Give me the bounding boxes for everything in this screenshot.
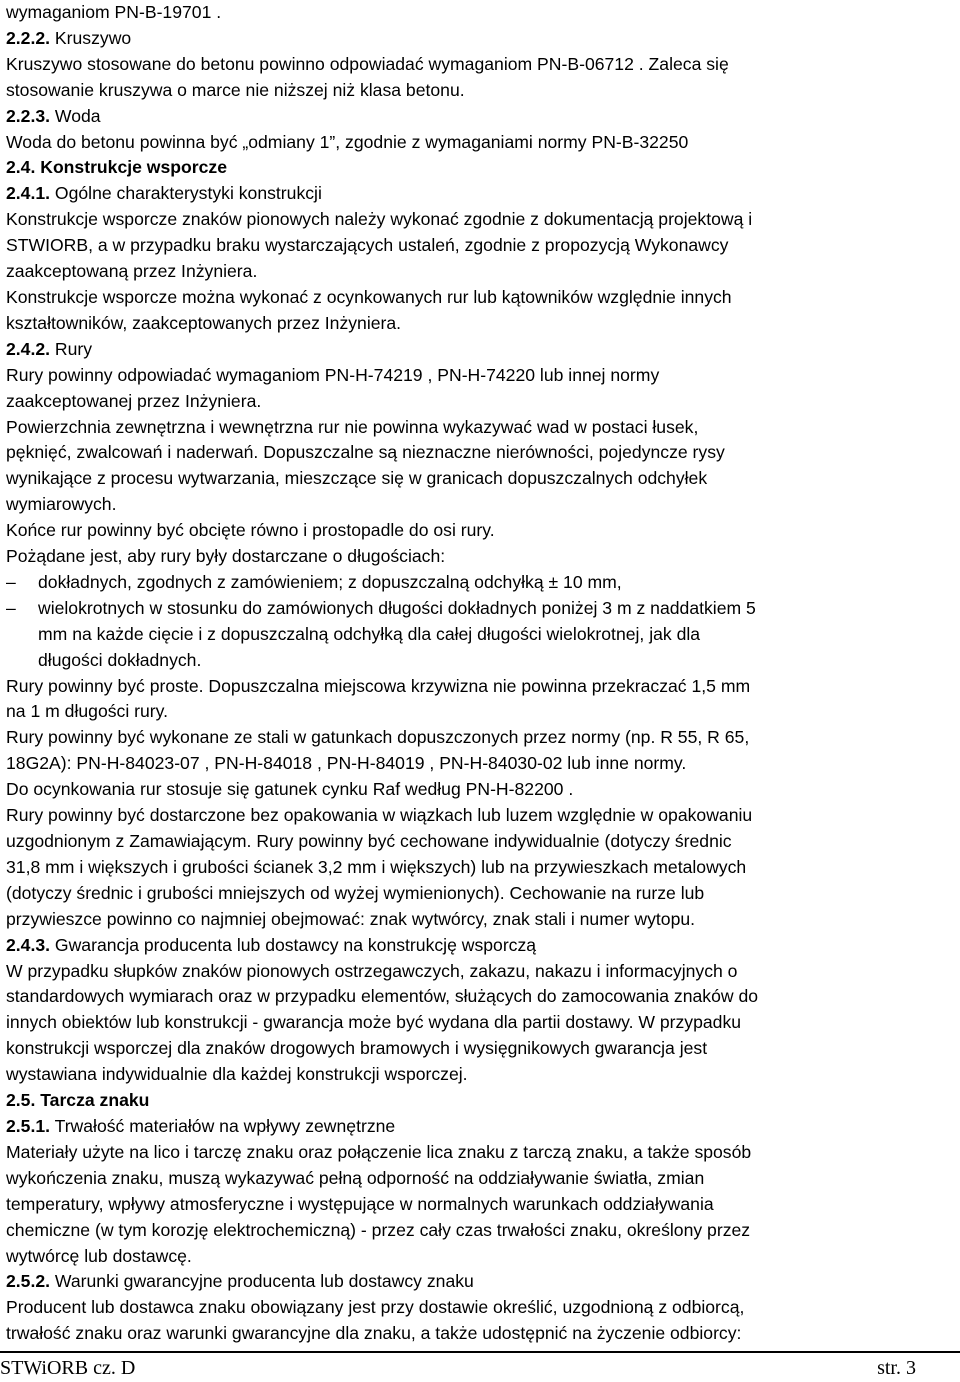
section-title: Rury bbox=[50, 338, 93, 359]
paragraph-line: pęknięć, zwalcowań i naderwań. Dopuszczalne są nieznaczne nierówności, pojedyncze rysy bbox=[6, 442, 725, 463]
list-item bbox=[6, 570, 954, 596]
section-number: 2.2.3. bbox=[6, 105, 51, 126]
list-item-text: dokładnych, zgodnych z zamówieniem; z dopuszczalną odchyłką ± 10 mm, bbox=[38, 571, 622, 592]
section-title: Woda bbox=[50, 105, 101, 126]
section-heading bbox=[6, 337, 954, 363]
paragraph-line: 31,8 mm i większych i grubości ścianek 3,2 mm i większych) lub na przywieszkach metalowych bbox=[6, 856, 747, 877]
paragraph-line: Pożądane jest, aby rury były dostarczane o długościach: bbox=[6, 546, 446, 567]
paragraph-line: kształtowników, zaakceptowanych przez Inżyniera. bbox=[6, 312, 402, 333]
footer-divider bbox=[0, 1351, 960, 1353]
paragraph-line: wymiarowych. bbox=[6, 494, 117, 515]
section-heading bbox=[6, 933, 954, 959]
paragraph-line: STWIORB, a w przypadku braku wystarczających ustaleń, zgodnie z propozycją Wykonawcy bbox=[6, 235, 729, 256]
section-number: 2.4.3. bbox=[6, 934, 51, 955]
paragraph-line: trwałość znaku oraz warunki gwarancyjne dla znaku, a także udostępnić na życzenie odbiorcy: bbox=[6, 1323, 742, 1344]
chapter-heading: 2.4. Konstrukcje wsporcze bbox=[6, 157, 227, 178]
paragraph-line: wytwórcę lub dostawcę. bbox=[6, 1245, 192, 1266]
list-item bbox=[6, 596, 954, 622]
paragraph-line: wystawiana indywidualnie dla każdej konstrukcji wsporczej. bbox=[6, 1064, 468, 1085]
paragraph-line: wynikające z procesu wytwarzania, mieszczące się w granicach dopuszczalnych odchyłek bbox=[6, 468, 708, 489]
section-heading bbox=[6, 1114, 954, 1140]
chapter-heading: 2.5. Tarcza znaku bbox=[6, 1090, 150, 1111]
section-number: 2.4.1. bbox=[6, 183, 51, 204]
paragraph-line: Woda do betonu powinna być „odmiany 1”, zgodnie z wymaganiami normy PN-B-32250 bbox=[6, 131, 689, 152]
paragraph-line: chemiczne (w tym korozję elektrochemiczną) - przez cały czas trwałości znaku, określony przez bbox=[6, 1219, 751, 1240]
footer-document-name: STWiORB cz. D bbox=[0, 1357, 136, 1379]
section-title: Ogólne charakterystyki konstrukcji bbox=[50, 183, 322, 204]
paragraph-line: uzgodnionym z Zamawiającym. Rury powinny być cechowane indywidualnie (dotyczy średnic bbox=[6, 831, 732, 851]
list-item-text: wielokrotnych w stosunku do zamówionych długości dokładnych poniżej 3 m z naddatkiem 5 bbox=[38, 597, 756, 618]
paragraph-line: W przypadku słupków znaków pionowych ostrzegawczych, zakazu, nakazu i informacyjnych o bbox=[6, 960, 738, 981]
section-heading bbox=[6, 1269, 954, 1295]
paragraph-line: stosowanie kruszywa o marce nie niższej niż klasa betonu. bbox=[6, 79, 465, 100]
paragraph-line: zaakceptowaną przez Inżyniera. bbox=[6, 261, 258, 282]
section-title: Trwałość materiałów na wpływy zewnętrzne bbox=[50, 1115, 396, 1136]
paragraph-line: zaakceptowanej przez Inżyniera. bbox=[6, 390, 262, 411]
section-title: Warunki gwarancyjne producenta lub dostawcy znaku bbox=[50, 1271, 474, 1292]
dash-bullet: – bbox=[6, 571, 16, 592]
paragraph-line: konstrukcji wsporczej dla znaków drogowych bramowych i wysięgnikowych gwarancja jest bbox=[6, 1038, 708, 1059]
paragraph-line: przywieszce powinno co najmniej obejmować: znak wytwórcy, znak stali i numer wytopu. bbox=[6, 908, 696, 929]
section-number: 2.5.1. bbox=[6, 1115, 51, 1136]
paragraph-line: na 1 m długości rury. bbox=[6, 701, 168, 722]
section-heading bbox=[6, 181, 954, 207]
section-title: Gwarancja producenta lub dostawcy na konstrukcję wsporczą bbox=[50, 934, 537, 955]
paragraph-line: wymaganiom PN-B-19701 . bbox=[6, 2, 222, 22]
list-item-continuation: mm na każde cięcie i z dopuszczalną odchyłką dla całej długości wielokrotnej, jak dla bbox=[38, 623, 701, 644]
document-page bbox=[6, 0, 954, 1347]
paragraph-line: 18G2A): PN-H-84023-07 , PN-H-84018 , PN-H-84019 , PN-H-84030-02 lub inne normy. bbox=[6, 753, 687, 774]
section-number: 2.5.2. bbox=[6, 1271, 51, 1292]
paragraph-line: Materiały użyte na lico i tarczę znaku oraz połączenie lica znaku z tarczą znaku, a także sposób bbox=[6, 1141, 752, 1162]
paragraph-line: Rury powinny być proste. Dopuszczalna miejscowa krzywizna nie powinna przekraczać 1,5 mm bbox=[6, 675, 751, 696]
section-title: Kruszywo bbox=[50, 27, 132, 48]
paragraph-line: Rury powinny być wykonane ze stali w gatunkach dopuszczonych przez normy (np. R 55, R 65, bbox=[6, 727, 750, 748]
paragraph-line: standardowych wymiarach oraz w przypadku elementów, służących do zamocowania znaków do bbox=[6, 986, 759, 1007]
paragraph-line: innych obiektów lub konstrukcji - gwarancja może być wydana dla partii dostawy. W przypadku bbox=[6, 1012, 742, 1033]
paragraph-line: Powierzchnia zewnętrzna i wewnętrzna rur nie powinna wykazywać wad w postaci łusek, bbox=[6, 416, 699, 437]
section-heading bbox=[6, 26, 954, 52]
list-item-continuation: długości dokładnych. bbox=[38, 649, 202, 670]
paragraph-line: (dotyczy średnic i grubości mniejszych od wyżej wymienionych). Cechowanie na rurze lub bbox=[6, 882, 705, 903]
paragraph-line: Rury powinny być dostarczone bez opakowania w wiązkach lub luzem względnie w opakowaniu bbox=[6, 805, 753, 826]
paragraph-line: Do ocynkowania rur stosuje się gatunek cynku Raf według PN-H-82200 . bbox=[6, 779, 574, 800]
paragraph-line: Konstrukcje wsporcze można wykonać z ocynkowanych rur lub kątowników względnie innych bbox=[6, 286, 732, 307]
section-heading bbox=[6, 104, 954, 130]
paragraph-line: Rury powinny odpowiadać wymaganiom PN-H-74219 , PN-H-74220 lub innej normy bbox=[6, 364, 660, 385]
footer-page-number: str. 3 bbox=[877, 1357, 916, 1379]
dash-bullet: – bbox=[6, 597, 16, 618]
paragraph-line: Końce rur powinny być obcięte równo i prostopadle do osi rury. bbox=[6, 520, 495, 541]
paragraph-line: wykończenia znaku, muszą wykazywać pełną odporność na oddziaływanie światła, zmian bbox=[6, 1167, 705, 1188]
paragraph-line: Producent lub dostawca znaku obowiązany jest przy dostawie określić, uzgodnioną z odbiorcą, bbox=[6, 1297, 745, 1318]
paragraph-line: Kruszywo stosowane do betonu powinno odpowiadać wymaganiom PN-B-06712 . Zaleca się bbox=[6, 53, 729, 74]
paragraph-line: temperatury, wpływy atmosferyczne i występujące w normalnych warunkach oddziaływania bbox=[6, 1193, 714, 1214]
section-number: 2.2.2. bbox=[6, 27, 51, 48]
paragraph-line: Konstrukcje wsporcze znaków pionowych należy wykonać zgodnie z dokumentacją projektową i bbox=[6, 209, 753, 230]
section-number: 2.4.2. bbox=[6, 338, 51, 359]
